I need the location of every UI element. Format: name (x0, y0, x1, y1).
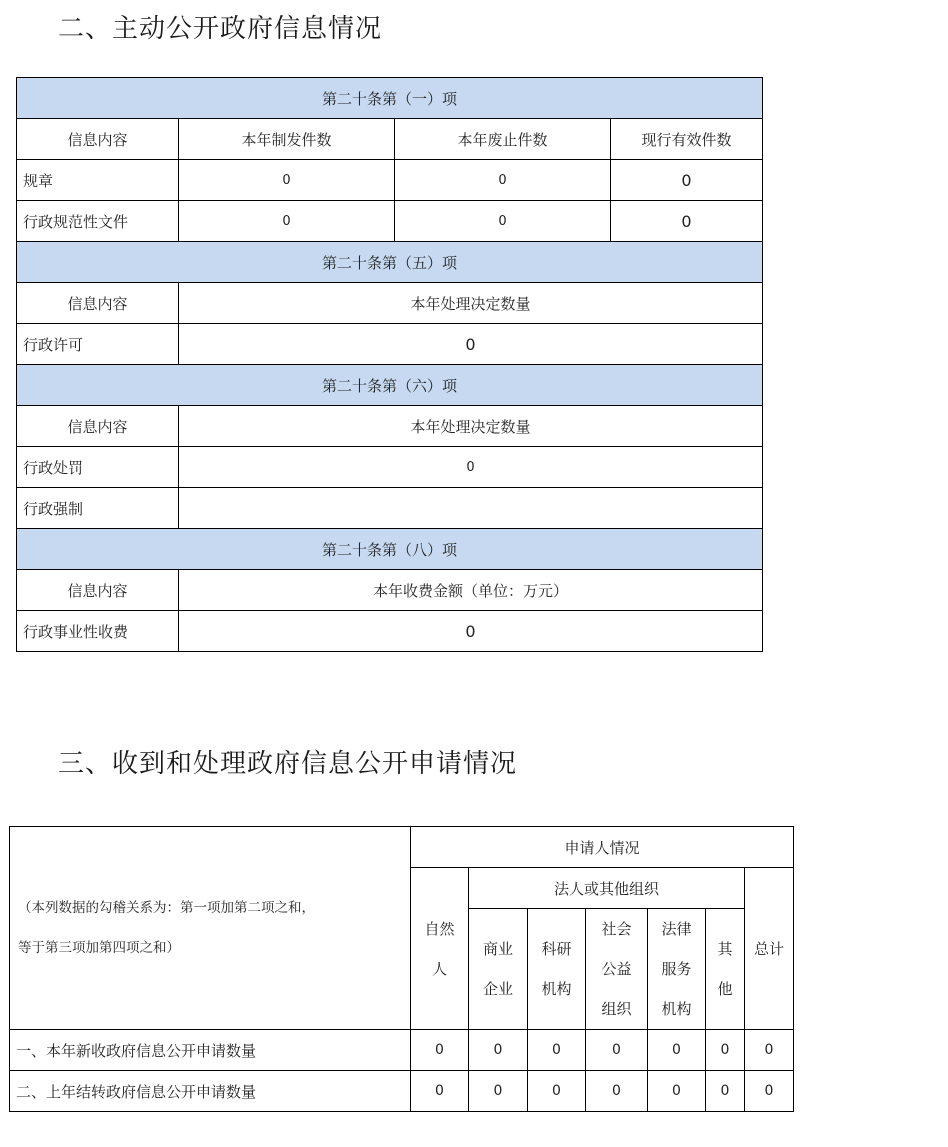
section-2-title: 二、主动公开政府信息情况 (58, 14, 383, 44)
header-row (10, 827, 794, 868)
table-row (17, 447, 763, 488)
valid-count: 0 (611, 201, 763, 242)
commercial-count: 0 (469, 1071, 528, 1112)
col-fee-amount-header: 本年收费金额（单位：万元） (179, 570, 763, 611)
social-welfare-count: 0 (586, 1071, 648, 1112)
proactive-disclosure-table (16, 77, 763, 652)
repealed-count: 0 (395, 201, 611, 242)
other-count: 0 (706, 1071, 745, 1112)
column-header-row (17, 570, 763, 611)
social-line-1: 社会 (601, 920, 632, 938)
column-header-row (17, 119, 763, 160)
table-row (17, 201, 763, 242)
total-header: 总计 (745, 868, 794, 1030)
legal-service-count: 0 (648, 1030, 706, 1071)
research-line-2: 机构 (541, 980, 572, 998)
item1-header: 第二十条第（一）项 (17, 78, 763, 119)
col-decision-count-header: 本年处理决定数量 (179, 283, 763, 324)
natural-person-count: 0 (411, 1071, 469, 1112)
table-row (10, 1030, 794, 1071)
commercial-count: 0 (469, 1030, 528, 1071)
other-org-header (706, 909, 745, 1030)
note-line-1: （本列数据的勾稽关系为：第一项加第二项之和， (18, 900, 315, 916)
decision-count (179, 488, 763, 529)
research-line-1: 科研 (541, 940, 572, 958)
other-line-1: 其 (717, 940, 733, 958)
col-content-header: 信息内容 (17, 283, 179, 324)
col-issued-header: 本年制发件数 (179, 119, 395, 160)
research-count: 0 (528, 1030, 586, 1071)
natural-person-count: 0 (411, 1030, 469, 1071)
social-welfare-count: 0 (586, 1030, 648, 1071)
col-content-header: 信息内容 (17, 406, 179, 447)
social-line-3: 组织 (601, 1000, 632, 1018)
row-label: 行政事业性收费 (17, 611, 179, 652)
row-label: 行政许可 (17, 324, 179, 365)
issued-count: 0 (179, 201, 395, 242)
total-count: 0 (745, 1030, 794, 1071)
total-count: 0 (745, 1071, 794, 1112)
natural-person-header (411, 868, 469, 1030)
legal-service-line-2: 服务 (661, 960, 692, 978)
legal-service-line-3: 机构 (661, 1000, 692, 1018)
commercial-line-2: 企业 (482, 980, 513, 998)
col-valid-header: 现行有效件数 (611, 119, 763, 160)
decision-count: 0 (179, 324, 763, 365)
item5-header: 第二十条第（五）项 (17, 242, 763, 283)
col-repealed-header: 本年废止件数 (395, 119, 611, 160)
applicant-header: 申请人情况 (411, 827, 794, 868)
section-header-row (17, 529, 763, 570)
col-content-header: 信息内容 (17, 119, 179, 160)
table-row (17, 160, 763, 201)
note-line-2: 等于第三项加第四项之和） (18, 940, 180, 956)
row-label: 二、上年结转政府信息公开申请数量 (10, 1071, 411, 1112)
social-welfare-org-header (586, 909, 648, 1030)
commercial-line-1: 商业 (482, 940, 513, 958)
reconciliation-note (10, 827, 411, 1030)
section-header-row (17, 78, 763, 119)
legal-service-line-1: 法律 (661, 920, 692, 938)
fee-amount: 0 (179, 611, 763, 652)
row-label: 行政规范性文件 (17, 201, 179, 242)
table-row (17, 488, 763, 529)
social-line-2: 公益 (601, 960, 632, 978)
col-decision-count-header: 本年处理决定数量 (179, 406, 763, 447)
col-content-header: 信息内容 (17, 570, 179, 611)
decision-count: 0 (179, 447, 763, 488)
other-line-2: 他 (717, 980, 733, 998)
issued-count: 0 (179, 160, 395, 201)
row-label: 一、本年新收政府信息公开申请数量 (10, 1030, 411, 1071)
row-label: 行政强制 (17, 488, 179, 529)
table-row (17, 611, 763, 652)
row-label: 行政处罚 (17, 447, 179, 488)
section-header-row (17, 242, 763, 283)
table-row (17, 324, 763, 365)
commercial-enterprise-header (469, 909, 528, 1030)
item6-header: 第二十条第（六）项 (17, 365, 763, 406)
repealed-count: 0 (395, 160, 611, 201)
legal-service-org-header (648, 909, 706, 1030)
natural-person-line-2: 人 (431, 959, 447, 978)
research-count: 0 (528, 1071, 586, 1112)
section-header-row (17, 365, 763, 406)
row-label: 规章 (17, 160, 179, 201)
valid-count: 0 (611, 160, 763, 201)
disclosure-request-table (9, 826, 794, 1112)
item8-header: 第二十条第（八）项 (17, 529, 763, 570)
column-header-row (17, 283, 763, 324)
legal-entity-header: 法人或其他组织 (469, 868, 745, 909)
natural-person-line-1: 自然 (424, 919, 455, 938)
other-count: 0 (706, 1030, 745, 1071)
legal-service-count: 0 (648, 1071, 706, 1112)
table-row (10, 1071, 794, 1112)
research-institution-header (528, 909, 586, 1030)
column-header-row (17, 406, 763, 447)
section-3-title: 三、收到和处理政府信息公开申请情况 (58, 749, 518, 779)
